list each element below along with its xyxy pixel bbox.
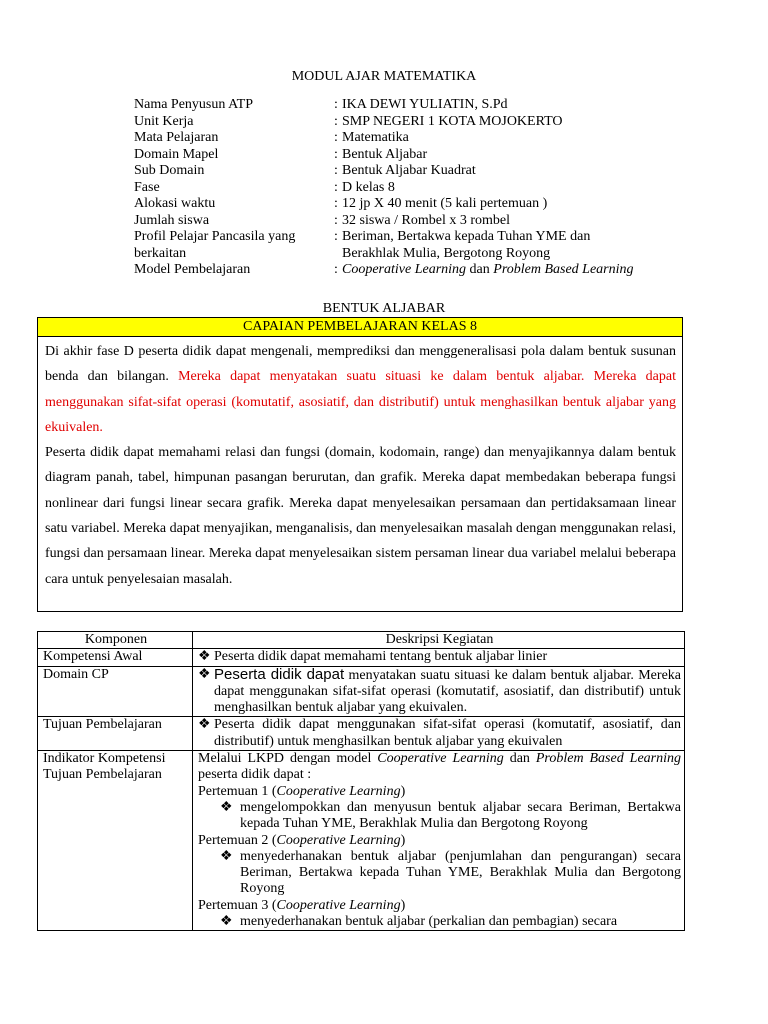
info-colon: : [334, 212, 338, 228]
capaian-pembelajaran-box [37, 317, 683, 612]
table-cell-desc [193, 717, 685, 751]
info-value: Bentuk Aljabar [342, 146, 428, 162]
info-value-line: Berakhlak Mulia, Bergotong Royong [342, 245, 551, 261]
intro-text: dan [503, 751, 536, 767]
section-title: BENTUK ALJABAR [322, 301, 446, 316]
table-header-row [38, 632, 685, 649]
table-header-cell: Deskripsi Kegiatan [193, 632, 685, 649]
diamond-bullet-icon: ❖ [198, 717, 211, 733]
table-cell-desc [193, 666, 685, 717]
info-label: Unit Kerja [134, 113, 194, 129]
diamond-bullet-icon: ❖ [220, 914, 233, 930]
info-row [134, 262, 694, 279]
table-cell-label: Tujuan Pembelajaran [38, 717, 193, 751]
info-label: Domain Mapel [134, 146, 219, 162]
meeting-bullet-text: menyederhanakan bentuk aljabar (penjumlahan dan pengurangan) secara Beriman, Bertakwa kepada Tuhan YME, Berakhlak Mulia dan Bergotong Royong [240, 848, 681, 897]
table-cell-desc [193, 649, 685, 666]
info-label: Alokasi waktu [134, 196, 216, 211]
info-row [134, 114, 694, 131]
info-value: 12 jp X 40 menit (5 kali pertemuan ) [342, 196, 548, 211]
info-colon: : [334, 97, 338, 112]
info-value-italic: Problem Based Learning [493, 262, 634, 277]
info-label: Model Pembelajaran [134, 262, 251, 277]
info-value [342, 229, 694, 262]
info-colon: : [334, 130, 338, 145]
cp-header: CAPAIAN PEMBELAJARAN KELAS 8 [38, 318, 682, 337]
indicator-intro [198, 751, 681, 784]
meeting-label-text: Pertemuan 3 ( [198, 897, 277, 913]
meeting-bullet-text: mengelompokkan dan menyusun bentuk aljabar secara Beriman, Bertakwa kepada Tuhan YME, Berakhlak Mulia dan Bergotong Royong [240, 799, 681, 832]
table-row [38, 649, 685, 666]
info-colon: : [334, 262, 338, 277]
table-header-cell: Komponen [38, 632, 193, 649]
info-label: Mata Pelajaran [134, 130, 219, 145]
bullet-text-lead: Peserta didik dapat [214, 665, 345, 683]
intro-text: peserta didik dapat : [198, 767, 312, 783]
intro-italic: Cooperative Learning [377, 751, 504, 767]
info-label: Fase [134, 179, 160, 195]
info-colon: : [334, 146, 338, 162]
meeting-label-text: Pertemuan 2 ( [198, 832, 277, 848]
info-value: D kelas 8 [342, 179, 395, 195]
diamond-bullet-icon: ❖ [198, 666, 211, 682]
info-colon: : [334, 163, 338, 178]
cp-paragraph: Peserta didik dapat memahami relasi dan fungsi (domain, kodomain, range) dan menyajikannya dalam bentuk diagram panah, tabel, himpunan pasangan berurutan, dan grafik. Mereka dapat membedakan beberapa fungsi nonlinear dari fungsi linear secara grafik. Mereka dapat menyelesaikan persamaan dan pertidaksamaan linear satu variabel. Mereka dapat menyajikan, menganalisis, dan menyelesaikan masalah dengan menggunakan relasi, fungsi dan persamaan linear. Mereka dapat menyelesaikan sistem persaman linear dua variabel melalui beberapa cara untuk penyelesaian masalah. [45, 445, 676, 587]
table-cell-desc [193, 751, 685, 931]
bullet-text-rest: menyatakan suatu situasi ke dalam bentuk aljabar. Mereka dapat menggunakan sifat-sifat operasi (komutatif, asosiatif, dan distributif) untuk menghasilkan bentuk aljabar yang ekuivalen. [214, 667, 681, 716]
info-value: IKA DEWI YULIATIN, S.Pd [342, 97, 508, 112]
info-value: 32 siswa / Rombel x 3 rombel [342, 212, 510, 228]
info-value: Bentuk Aljabar Kuadrat [342, 163, 476, 178]
bullet-text: Peserta didik dapat memahami tentang bentuk aljabar linier [214, 649, 548, 665]
info-label: Jumlah siswa [134, 212, 210, 228]
meeting-label-italic: Cooperative Learning [276, 783, 401, 799]
meeting-label [198, 784, 681, 800]
cp-text: Di akhir fase D peserta didik dapat mengenali, memprediksi dan menggeneralisasi pola dalam bentuk susunan benda dan bilangan. [45, 344, 676, 385]
kegiatan-table [37, 631, 685, 931]
info-row [134, 163, 694, 180]
info-value-italic: Cooperative Learning [342, 262, 467, 277]
info-value [342, 262, 694, 279]
meeting-label-italic: Cooperative Learning [276, 832, 401, 848]
info-value: Matematika [342, 130, 409, 145]
info-colon: : [334, 229, 338, 244]
diamond-bullet-icon: ❖ [220, 848, 233, 864]
info-row [134, 229, 694, 262]
table-row [38, 666, 685, 717]
table-cell-label: Domain CP [38, 666, 193, 717]
info-row [134, 180, 694, 197]
diamond-bullet-icon: ❖ [198, 649, 211, 665]
info-row [134, 213, 694, 230]
info-label-line: berkaitan [134, 245, 187, 261]
table-row [38, 751, 685, 931]
meeting-bullet-text: menyederhanakan bentuk aljabar (perkalian dan pembagian) secara [240, 914, 618, 930]
meeting-label-text: ) [400, 783, 406, 799]
meeting-bullet [198, 914, 681, 930]
meeting-label-text: ) [400, 897, 406, 913]
info-label [134, 229, 334, 262]
table-row [38, 717, 685, 751]
meeting-label-italic: Cooperative Learning [276, 897, 401, 913]
bullet-text [214, 667, 681, 717]
bullet-text: Peserta didik dapat menggunakan sifat-sifat operasi (komutatif, asosiatif, dan distributif) untuk menghasilkan bentuk aljabar yang ekuivalen [214, 717, 681, 749]
table-cell-label: Indikator Kompetensi Tujuan Pembelajaran [38, 751, 193, 931]
bullet-item [198, 649, 681, 665]
cp-paragraph [45, 339, 676, 440]
meeting-label [198, 833, 681, 849]
info-colon: : [334, 179, 338, 195]
info-value: SMP NEGERI 1 KOTA MOJOKERTO [342, 113, 563, 129]
info-label-line: Profil Pelajar Pancasila yang [134, 229, 296, 244]
cp-highlight-text: Mereka dapat menyatakan suatu situasi ke dalam bentuk aljabar. Mereka dapat menggunakan sifat-sifat operasi (komutatif, asosiatif, dan distributif) untuk menghasilkan bentuk aljabar yang ekuivalen. [45, 369, 676, 435]
info-label: Nama Penyusun ATP [134, 97, 253, 112]
cp-body [38, 337, 682, 592]
info-row [134, 97, 694, 114]
module-info [134, 97, 694, 279]
bullet-item [198, 717, 681, 750]
info-value-text: dan [466, 262, 494, 277]
meeting-bullet [198, 849, 681, 898]
document-title: MODUL AJAR MATEMATIKA [291, 69, 477, 84]
table-cell-label: Kompetensi Awal [38, 649, 193, 666]
diamond-bullet-icon: ❖ [220, 799, 233, 815]
intro-italic: Problem Based Learning [535, 751, 681, 767]
meeting-label [198, 898, 681, 914]
info-row [134, 196, 694, 213]
info-value-line: Beriman, Bertakwa kepada Tuhan YME dan [342, 229, 591, 244]
info-label: Sub Domain [134, 163, 205, 178]
meeting-bullet [198, 800, 681, 833]
meeting-label-text: ) [400, 832, 406, 848]
info-row [134, 147, 694, 164]
info-colon: : [334, 196, 338, 211]
bullet-item [198, 667, 681, 717]
meeting-label-text: Pertemuan 1 ( [198, 783, 277, 799]
intro-text: Melalui LKPD dengan model [198, 751, 378, 767]
info-row [134, 130, 694, 147]
info-colon: : [334, 113, 338, 129]
